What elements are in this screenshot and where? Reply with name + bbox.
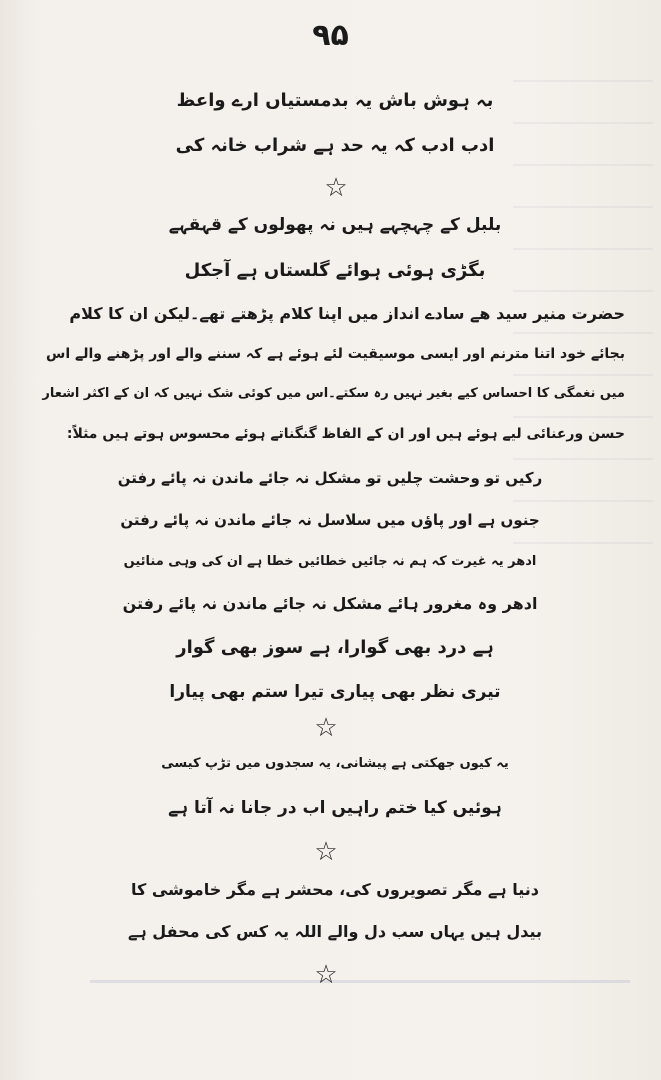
verse-line: ادھر وہ مغرور ہائے مشکل نہ جائے ماندن نہ پائے رفتن — [122, 594, 538, 613]
verse-line: بلبل کے چہچہے ہیں نہ پھولوں کے قہقہے — [168, 215, 502, 235]
prose-line: حضرت منیر سید ھے سادے انداز میں اپنا کلام پڑھتے تھے۔لیکن ان کا کلام — [69, 304, 625, 323]
star-icon: ☆ — [324, 173, 348, 203]
verse-line: بگڑی ہوئی ہوائے گلستاں ہے آجکل — [184, 260, 486, 281]
verse-line: بیدل ہیں یہاں سب دل والے اللہ یہ کس کی محفل ہے — [127, 922, 543, 941]
prose-line: بجائے خود اتنا مترنم اور ایسی موسیقیت لئے ہوئے ہے کہ سننے والے اور پڑھنے والے اس — [46, 346, 625, 362]
verse-line: ہے درد بھی گوارا، ہے سوز بھی گوار — [176, 637, 494, 658]
star-icon: ☆ — [314, 960, 338, 990]
verse-line: ہوئیں کیا ختم راہیں اب در جانا نہ آتا ہے — [168, 798, 502, 818]
prose-line: میں نغمگی کا احساس کیے بغیر نہیں رہ سکتے۔اس میں کوئی شک نہیں کہ ان کے اکثر اشعار — [42, 386, 625, 401]
verse-line: رکیں تو وحشت چلیں تو مشکل نہ جائے ماندن نہ پائے رفتن — [117, 469, 543, 487]
verse-line: ادب ادب کہ یہ حد ہے شراب خانہ کی — [175, 135, 495, 156]
verse-line: یہ کیوں جھکتی ہے پیشانی، یہ سجدوں میں تڑپ کیسی — [161, 756, 509, 771]
verse-line: دنیا ہے مگر تصویروں کی، محشر ہے مگر خاموشی کا — [130, 880, 540, 899]
prose-line: حسن ورعنائی لیے ہوئے ہیں اور ان کے الفاظ گنگناتے ہوئے محسوس ہوتے ہیں مثلاً: — [66, 426, 625, 442]
verse-line: بہ ہوش باش یہ بدمستیاں ارے واعظ — [176, 90, 494, 111]
verse-line: ادھر یہ غیرت کہ ہم نہ جائیں خطائیں خطا ہے ان کی وہی منائیں — [123, 554, 537, 569]
star-icon: ☆ — [314, 713, 338, 743]
verse-line: تیری نظر بھی پیاری تیرا ستم بھی پیارا — [169, 682, 501, 702]
verse-line: جنوں ہے اور پاؤں میں سلاسل نہ جائے ماندن نہ پائے رفتن — [120, 511, 540, 529]
bleed-through-line — [90, 980, 630, 983]
page-number: ۹۵ — [312, 18, 349, 53]
star-icon: ☆ — [314, 837, 338, 867]
